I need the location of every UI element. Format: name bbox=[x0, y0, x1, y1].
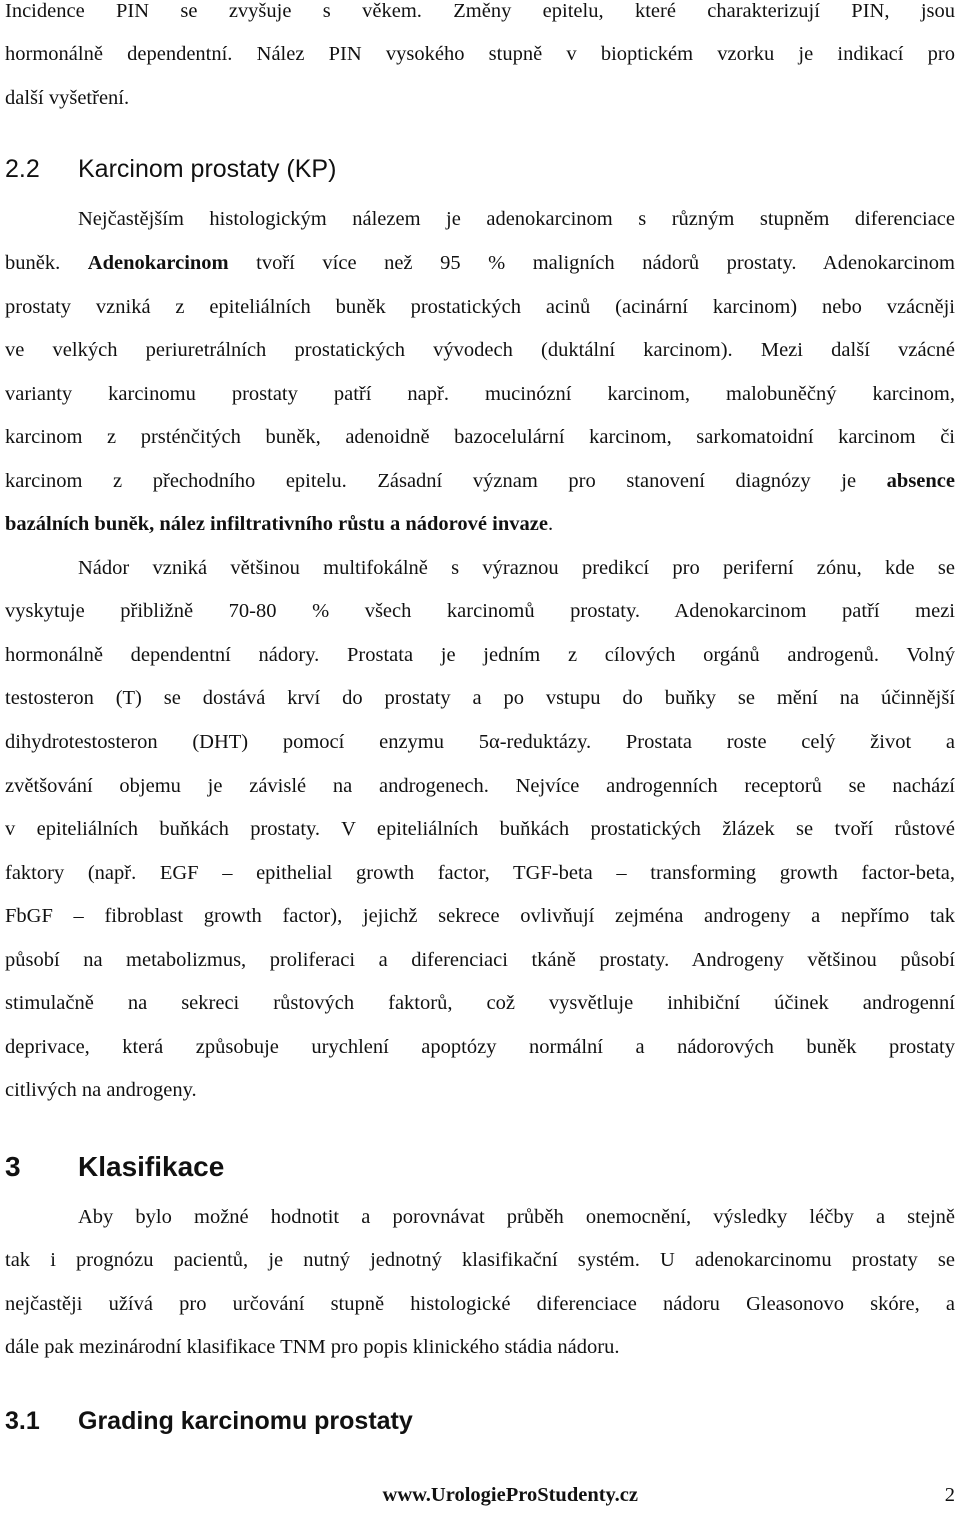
page-number: 2 bbox=[944, 1484, 955, 1506]
section-heading-3-1 bbox=[5, 1407, 413, 1436]
paragraph-nador-line: deprivace, která způsobuje urychlení apoptózy normální a nádorových buněk prostaty bbox=[5, 1036, 955, 1058]
paragraph-kp-line: karcinom z prsténčitých buněk, adenoidně bazocelulární karcinom, sarkomatoidní karcinom či bbox=[5, 426, 955, 448]
paragraph-nador-line: Nádor vzniká většinou multifokálně s výraznou predikcí pro periferní zónu, kde se bbox=[78, 557, 955, 579]
bold-term: Adenokarcinom bbox=[87, 252, 229, 274]
paragraph-kp-line: varianty karcinomu prostaty patří např. mucinózní karcinom, malobuněčný karcinom, bbox=[5, 383, 955, 405]
paragraph-pin-line: hormonálně dependentní. Nález PIN vysokého stupně v bioptickém vzorku je indikací pro bbox=[5, 43, 955, 65]
paragraph-nador-line: působí na metabolizmus, proliferaci a diferenciaci tkáně prostaty. Androgeny většinou působí bbox=[5, 949, 955, 971]
paragraph-nador-line: v epiteliálních buňkách prostaty. V epiteliálních buňkách prostatických žlázek se tvoří růstové bbox=[5, 818, 955, 840]
section-title: Grading karcinomu prostaty bbox=[78, 1407, 413, 1435]
paragraph-klas-line: Aby bylo možné hodnotit a porovnávat průběh onemocnění, výsledky léčby a stejně bbox=[78, 1206, 955, 1228]
paragraph-nador-line: faktory (např. EGF – epithelial growth factor, TGF-beta – transforming growth factor-beta, bbox=[5, 862, 955, 884]
bold-term: absence bbox=[886, 470, 955, 492]
paragraph-nador-line: vyskytuje přibližně 70-80 % všech karcinomů prostaty. Adenokarcinom patří mezi bbox=[5, 600, 955, 622]
paragraph-klas-line: tak i prognózu pacientů, je nutný jednotný klasifikační systém. U adenokarcinomu prostaty se bbox=[5, 1249, 955, 1271]
paragraph-nador-line: stimulačně na sekreci růstových faktorů, což vysvětluje inhibiční účinek androgenní bbox=[5, 992, 955, 1014]
paragraph-nador-line: hormonálně dependentní nádory. Prostata je jedním z cílových orgánů androgenů. Volný bbox=[5, 644, 955, 666]
section-title: Klasifikace bbox=[78, 1151, 225, 1182]
footer-url-link[interactable]: www.UrologieProStudenty.cz bbox=[382, 1484, 638, 1506]
paragraph-nador-line: FbGF – fibroblast growth factor), jejichž sekrece ovlivňují zejména androgeny a nepřímo tak bbox=[5, 905, 955, 927]
section-heading-2-2 bbox=[5, 155, 336, 184]
paragraph-nador-line: zvětšování objemu je závislé na androgenech. Nejvíce androgenních receptorů se nachází bbox=[5, 775, 955, 797]
paragraph-kp-line: karcinom z přechodního epitelu. Zásadní význam pro stanovení diagnózy je absence bbox=[5, 470, 955, 492]
paragraph-kp-line: Nejčastějším histologickým nálezem je adenokarcinom s různým stupněm diferenciace bbox=[78, 208, 955, 230]
paragraph-kp-line: bazálních buněk, nález infiltrativního růstu a nádorové invaze. bbox=[5, 513, 554, 535]
paragraph-klas-line: nejčastěji užívá pro určování stupně histologické diferenciace nádoru Gleasonovo skóre, a bbox=[5, 1293, 955, 1315]
bold-term: bazálních buněk, nález infiltrativního růstu a nádorové invaze bbox=[5, 513, 548, 535]
paragraph-kp-line: buněk. Adenokarcinom tvoří více než 95 % maligních nádorů prostaty. Adenokarcinom bbox=[5, 252, 955, 274]
paragraph-pin-line: Incidence PIN se zvyšuje s věkem. Změny epitelu, které charakterizují PIN, jsou bbox=[5, 0, 955, 22]
section-number: 3 bbox=[5, 1151, 21, 1182]
section-number: 3.1 bbox=[5, 1407, 40, 1435]
paragraph-kp-line: ve velkých periuretrálních prostatických vývodech (duktální karcinom). Mezi další vzácné bbox=[5, 339, 955, 361]
paragraph-nador-line: dihydrotestosteron (DHT) pomocí enzymu 5α-reduktázy. Prostata roste celý život a bbox=[5, 731, 955, 753]
section-title: Karcinom prostaty (KP) bbox=[78, 155, 337, 183]
section-number: 2.2 bbox=[5, 155, 40, 183]
paragraph-nador-line: testosteron (T) se dostává krví do prostaty a po vstupu do buňky se mění na účinnější bbox=[5, 687, 955, 709]
paragraph-pin-line: další vyšetření. bbox=[5, 87, 130, 109]
paragraph-nador-line: citlivých na androgeny. bbox=[5, 1079, 197, 1101]
paragraph-klas-line: dále pak mezinárodní klasifikace TNM pro popis klinického stádia nádoru. bbox=[5, 1336, 620, 1358]
paragraph-kp-line: prostaty vzniká z epiteliálních buněk prostatických acinů (acinární karcinom) nebo vzácněji bbox=[5, 296, 955, 318]
section-heading-3 bbox=[5, 1151, 224, 1183]
